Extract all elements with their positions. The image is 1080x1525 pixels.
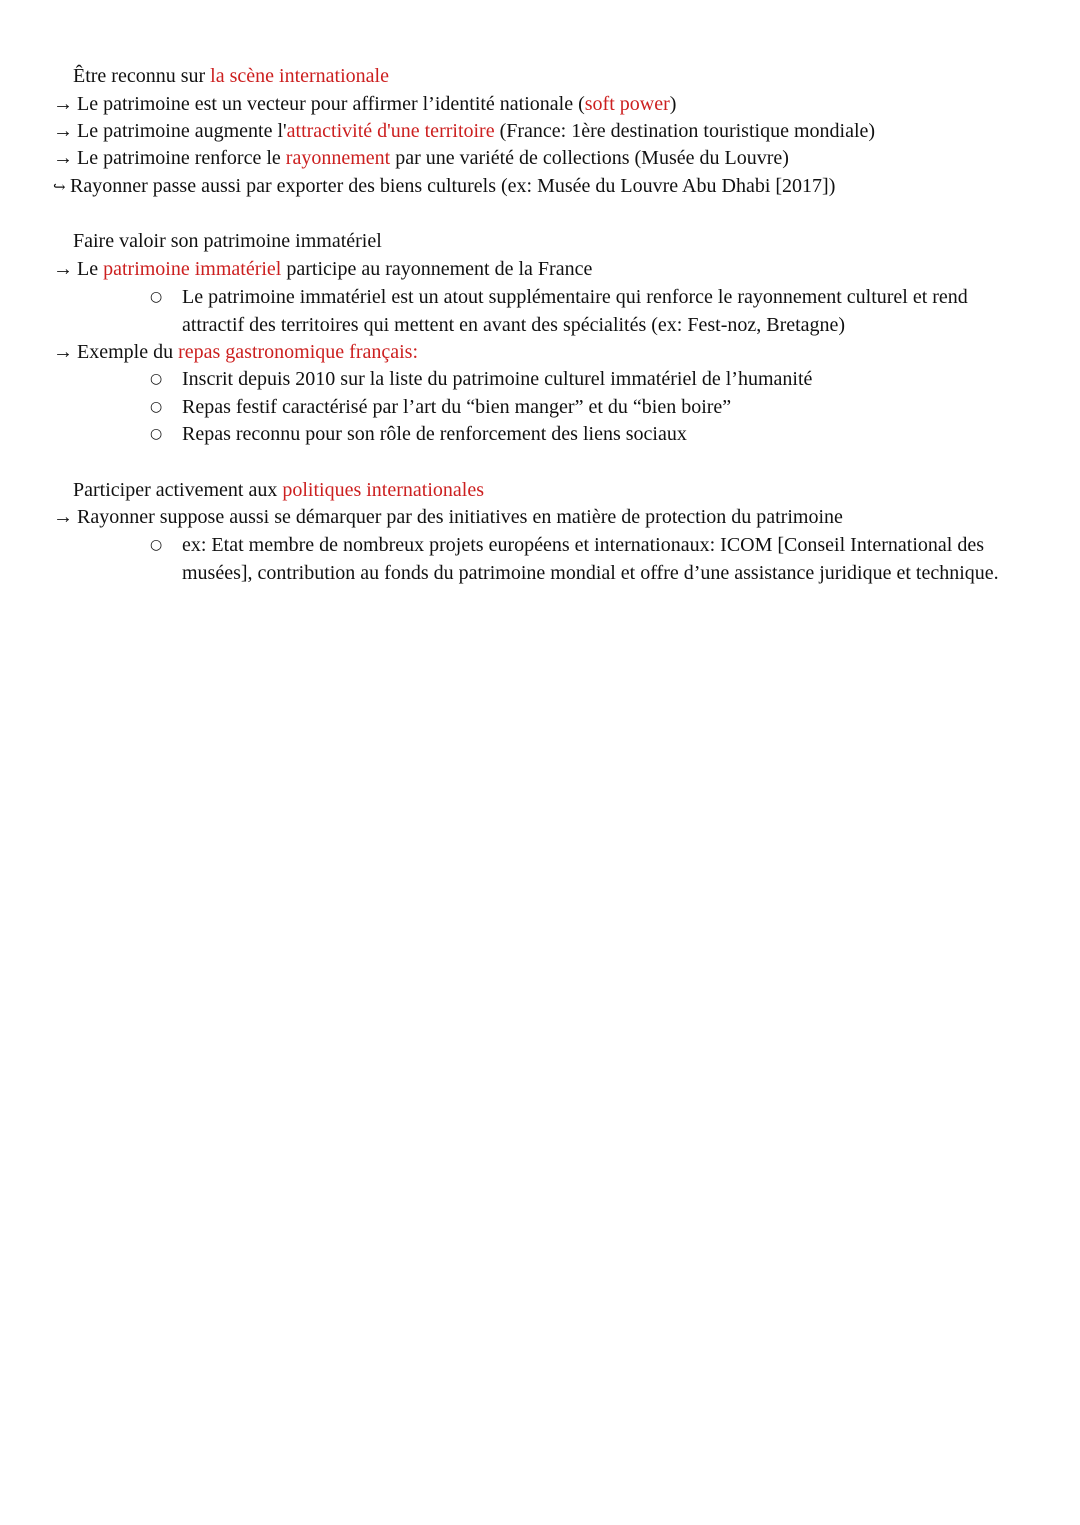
section1-line3 [53,145,789,171]
section2-line1-text-end: participe au rayonnement de la France [281,258,593,280]
circle-bullet-icon: ○ [150,371,163,387]
section2-bullet2-text: Inscrit depuis 2010 sur la liste du patrimoine culturel immatériel de l’humanité [182,368,813,390]
section2-line1-text: Le [77,258,104,280]
section3-line1 [53,504,843,530]
arrow-icon: → [53,120,73,142]
section2-line2-text: Exemple du [77,341,179,363]
section3-heading [73,477,484,503]
arrow-icon: → [53,93,73,115]
section1-line1-text-end: ) [669,93,677,115]
section1-line3-text: Le patrimoine renforce le [77,147,286,169]
section1-line2-text-end: (France: 1ère destination touristique mondiale) [494,120,876,142]
section1-line2 [53,118,875,144]
section1-line1-highlight: soft power [584,93,670,115]
section2-bullet3-text: Repas festif caractérisé par l’art du “bien manger” et du “bien boire” [182,396,732,418]
section3-bullet1-text: ex: Etat membre de nombreux projets européens et internationaux: ICOM [Conseil International des musées], contribution au fonds du patrimoine mondial et offre d’une assistance juridique et technique. [182,534,999,584]
section1-heading [73,63,389,89]
circle-bullet-icon: ○ [150,399,163,415]
section3-heading-text: Participer activement aux [73,479,283,501]
section2-line2 [53,339,418,365]
section1-line3-text-end: par une variété de collections (Musée du Louvre) [390,147,789,169]
section1-heading-highlight: la scène internationale [210,65,389,87]
section2-bullet4-text: Repas reconnu pour son rôle de renforcement des liens sociaux [182,423,687,445]
section1-line3-highlight: rayonnement [285,147,391,169]
arrow-icon: → [53,147,73,169]
section1-heading-text: Être reconnu sur [73,65,211,87]
section2-line2-highlight: repas gastronomique français: [178,341,419,363]
section2-heading: Faire valoir son patrimoine immatériel [73,230,382,252]
circle-bullet-icon: ○ [150,537,163,553]
arrow-icon: → [53,258,73,280]
section2-line1 [53,256,592,282]
arrow-icon: → [53,506,73,528]
section1-line4 [53,173,835,201]
section3-heading-highlight: politiques internationales [282,479,484,501]
section2-line1-highlight: patrimoine immatériel [103,258,282,280]
section2-bullet1-text: Le patrimoine immatériel est un atout supplémentaire qui renforce le rayonnement culturel et rend attractif des territoires qui mettent en avant des spécialités (ex: Fest-noz, Bretagne) [182,286,968,336]
arrow-icon: → [53,341,73,363]
hook-arrow-icon: ↪ [53,180,66,196]
circle-bullet-icon: ○ [150,426,163,442]
section1-line2-text: Le patrimoine augmente l' [77,120,287,142]
section1-line1-text: Le patrimoine est un vecteur pour affirmer l’identité nationale ( [77,93,585,115]
section3-line1-text: Rayonner suppose aussi se démarquer par des initiatives en matière de protection du patrimoine [77,506,843,528]
circle-bullet-icon: ○ [150,289,163,305]
section1-line1 [53,91,676,117]
section1-line2-highlight: attractivité d'une territoire [286,120,495,142]
section1-line4-text: Rayonner passe aussi par exporter des biens culturels (ex: Musée du Louvre Abu Dhabi [2017]) [70,175,836,197]
